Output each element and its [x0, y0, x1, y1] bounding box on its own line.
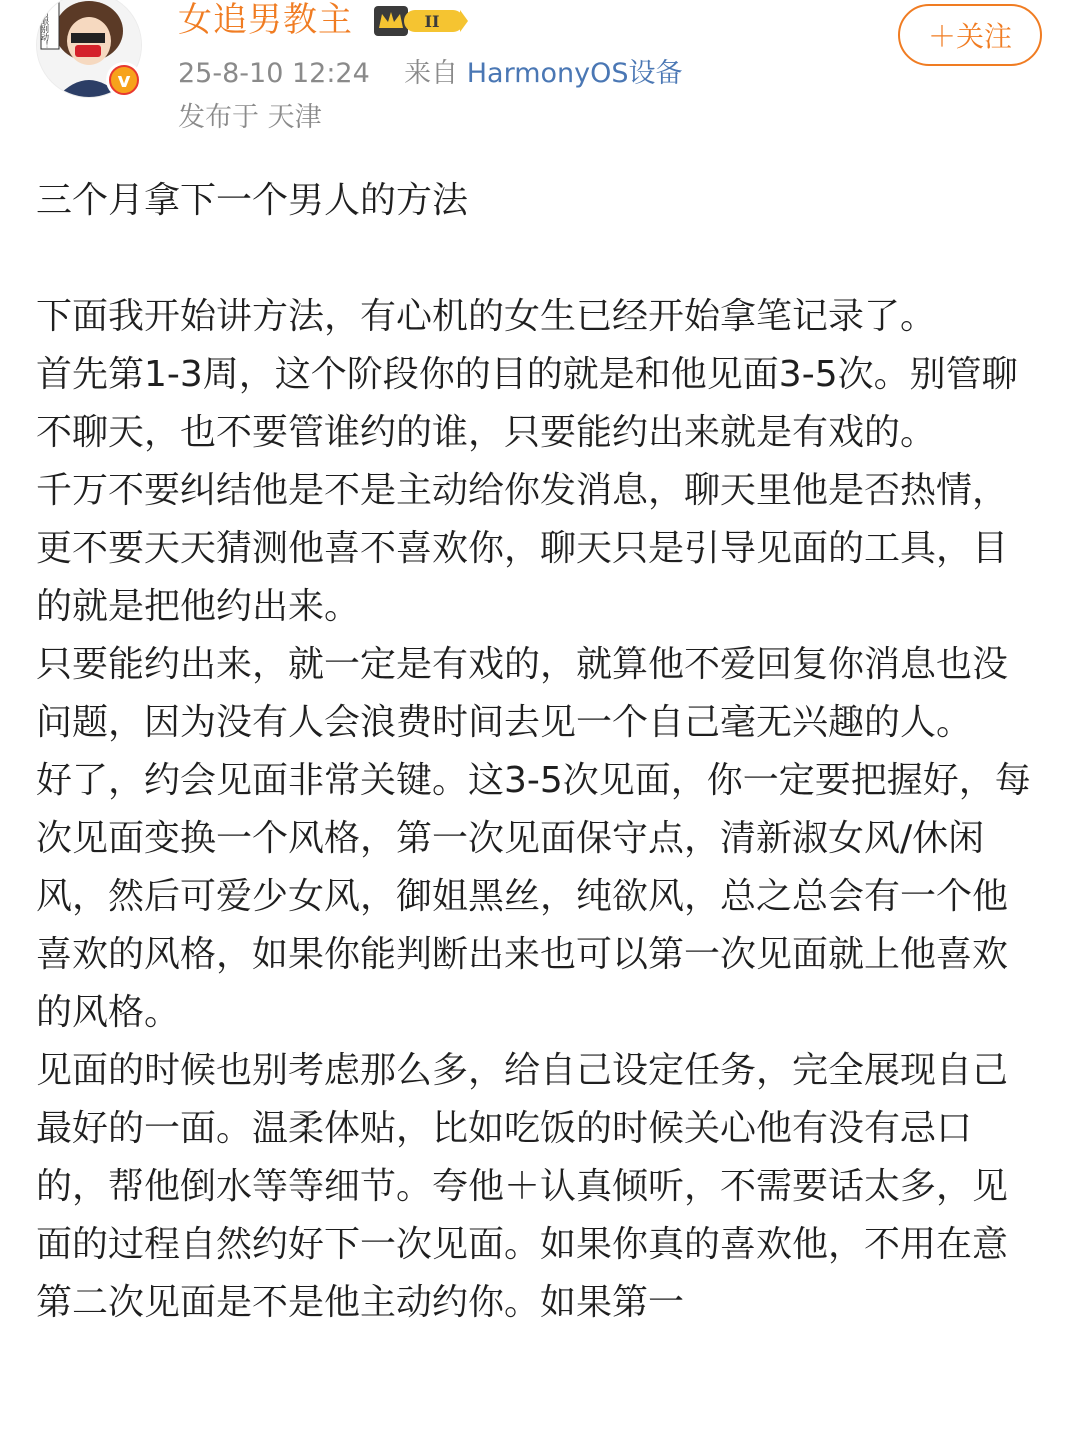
post-paragraph: 只要能约出来，就一定是有戏的，就算他不爱回复你消息也没问题，因为没有人会浪费时间去见一个自己毫无兴趣的人。	[36, 644, 1009, 743]
post-meta	[178, 56, 683, 92]
post-body	[36, 288, 1036, 1332]
username[interactable]: 女追男教主	[178, 0, 353, 40]
vip-level-text: II	[424, 12, 440, 31]
verified-badge	[106, 62, 142, 98]
post-content	[36, 172, 1036, 1332]
avatar-sign-text: 防眼别动！	[40, 9, 50, 49]
post-paragraph: 见面的时候也别考虑那么多，给自己设定任务，完全展现自己最好的一面。温柔体贴，比如吃饭的时候关心他有没有忌口的，帮他倒水等等细节。夸他＋认真倾听，不需要话太多，见面的过程自然约好下一次见面。如果你真的喜欢他，不用在意第二次见面是不是他主动约你。如果第一	[36, 1050, 1009, 1323]
post-paragraph: 千万不要纠结他是不是主动给你发消息，聊天里他是否热情，更不要天天猜测他喜不喜欢你，聊天只是引导见面的工具，目的就是把他约出来。	[36, 470, 1009, 627]
post-title: 三个月拿下一个男人的方法	[36, 180, 469, 221]
post-paragraph: 下面我开始讲方法，有心机的女生已经开始拿笔记录了。	[36, 296, 937, 337]
vip-crown-badge-icon[interactable]	[374, 4, 470, 38]
device-link[interactable]: HarmonyOS设备	[466, 58, 683, 89]
verified-icon: v	[109, 65, 139, 95]
post-header	[0, 0, 1080, 150]
source-prefix: 来自	[404, 58, 459, 89]
post-paragraph: 好了，约会见面非常关键。这3-5次见面，你一定要把握好，每次见面变换一个风格，第一次见面保守点，清新淑女风/休闲风，然后可爱少女风，御姐黑丝，纯欲风，总之总会有一个他喜欢的风格，如果你能判断出来也可以第一次见面就上他喜欢的风格。	[36, 760, 1031, 1033]
post-timestamp: 25-8-10 12:24	[178, 58, 370, 89]
post-paragraph: 首先第1-3周，这个阶段你的目的就是和他见面3-5次。别管聊不聊天，也不要管谁约的谁，只要能约出来就是有戏的。	[36, 354, 1018, 453]
post-location: 发布于 天津	[178, 102, 322, 133]
follow-button[interactable]: ＋关注	[898, 4, 1042, 66]
